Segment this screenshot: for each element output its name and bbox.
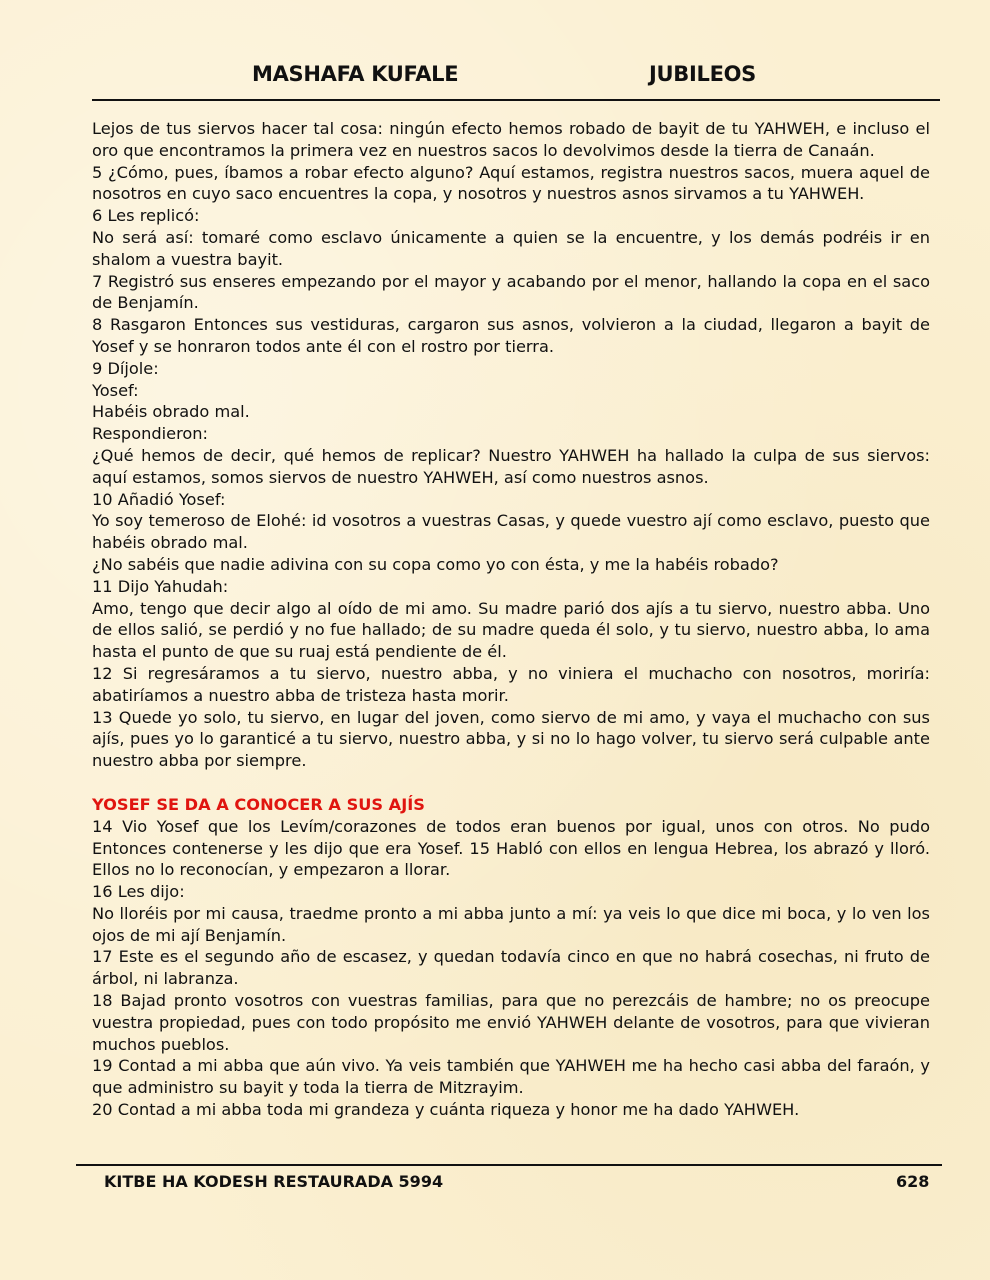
paragraph: 11 Dijo Yahudah: (92, 576, 229, 596)
page-number: 628 (896, 1172, 930, 1191)
paragraph: 13 Quede yo solo, tu siervo, en lugar del joven, como siervo de mi amo, y vaya el muchacho con sus ajís, pues yo lo garanticé a tu siervo, nuestro abba, y si no lo hago volver, tu siervo será culpable ante nuestro abba por siempre. (92, 707, 930, 771)
paragraph: Amo, tengo que decir algo al oído de mi amo. Su madre parió dos ajís a tu siervo, nuestro abba. Uno de ellos salió, se perdió y no fue hallado; de su madre queda él solo, y tu siervo, nuestro abba, lo ama hasta el punto de que su ruaj está pendiente de él. (92, 598, 930, 662)
paragraph: ¿No sabéis que nadie adivina con su copa como yo con ésta, y me la habéis robado? (92, 554, 779, 574)
page-body (92, 118, 930, 1121)
header-divider (92, 99, 940, 101)
paragraph: 20 Contad a mi abba toda mi grandeza y cuánta riqueza y honor me ha dado YAHWEH. (92, 1100, 800, 1120)
paragraph: Respondieron: (92, 424, 208, 444)
footer-title: KITBE HA KODESH RESTAURADA 5994 (104, 1172, 444, 1191)
paragraph: 6 Les replicó: (92, 206, 200, 226)
book-subtitle: JUBILEOS (649, 62, 756, 86)
footer-divider (76, 1164, 942, 1166)
paragraph: 16 Les dijo: (92, 882, 185, 902)
paragraph: Lejos de tus siervos hacer tal cosa: ningún efecto hemos robado de bayit de tu YAHWEH, e incluso el oro que encontramos la primera vez en nuestros sacos lo devolvimos desde la tierra de Canaán. (92, 119, 930, 160)
page-header (92, 58, 940, 102)
paragraph: Yo soy temeroso de Elohé: id vosotros a vuestras Casas, y quede vuestro ají como esclavo, puesto que habéis obrado mal. (92, 511, 930, 553)
paragraph: Habéis obrado mal. (92, 402, 250, 422)
section-heading: YOSEF SE DA A CONOCER A SUS AJÍS (92, 794, 425, 814)
paragraph: No lloréis por mi causa, traedme pronto a mi abba junto a mí: ya veis lo que dice mi boca, y lo ven los ojos de mi ají Benjamín. (92, 903, 930, 945)
paragraph: 12 Si regresáramos a tu siervo, nuestro abba, y no viniera el muchacho con nosotros, moriría: abatiríamos a nuestro abba de tristeza hasta morir. (92, 663, 930, 705)
paragraph: 5 ¿Cómo, pues, íbamos a robar efecto alguno? Aquí estamos, registra nuestros sacos, muera aquel de nosotros en cuyo saco encuentres la copa, y nosotros y nuestros asnos sirvamos a tu YAHWEH. (92, 162, 930, 204)
paragraph: 9 Díjole: (92, 358, 159, 378)
paragraph: 19 Contad a mi abba que aún vivo. Ya veis también que YAHWEH me ha hecho casi abba del faraón, y que administro su bayit y toda la tierra de Mitzrayim. (92, 1056, 930, 1098)
paragraph: ¿Qué hemos de decir, qué hemos de replicar? Nuestro YAHWEH ha hallado la culpa de sus siervos: aquí estamos, somos siervos de nuestro YAHWEH, así como nuestros asnos. (92, 445, 930, 487)
paragraph: No será así: tomaré como esclavo únicamente a quien se la encuentre, y los demás podréis ir en shalom a vuestra bayit. (92, 227, 930, 269)
paragraph: 8 Rasgaron Entonces sus vestiduras, cargaron sus asnos, volvieron a la ciudad, llegaron a bayit de Yosef y se honraron todos ante él con el rostro por tierra. (92, 315, 930, 356)
paragraph: 7 Registró sus enseres empezando por el mayor y acabando por el menor, hallando la copa en el saco de Benjamín. (92, 271, 930, 313)
section-spacer (92, 772, 930, 794)
paragraph: 18 Bajad pronto vosotros con vuestras familias, para que no perezcáis de hambre; no os preocupe vuestra propiedad, pues con todo propósito me envió YAHWEH delante de vosotros, para que vivieran muchos pueblos. (92, 991, 930, 1054)
paragraph: 14 Vio Yosef que los Levím/corazones de todos eran buenos por igual, unos con otros. No pudo Entonces contenerse y les dijo que era Yosef. 15 Habló con ellos en lengua Hebrea, los abrazó y lloró. Ellos no lo reconocían, y empezaron a llorar. (92, 816, 930, 880)
paragraph: Yosef: (92, 380, 139, 400)
paragraph: 10 Añadió Yosef: (92, 489, 226, 509)
paragraph: 17 Este es el segundo año de escasez, y quedan todavía cinco en que no habrá cosechas, ni fruto de árbol, ni labranza. (92, 947, 930, 989)
book-title: MASHAFA KUFALE (252, 62, 459, 86)
